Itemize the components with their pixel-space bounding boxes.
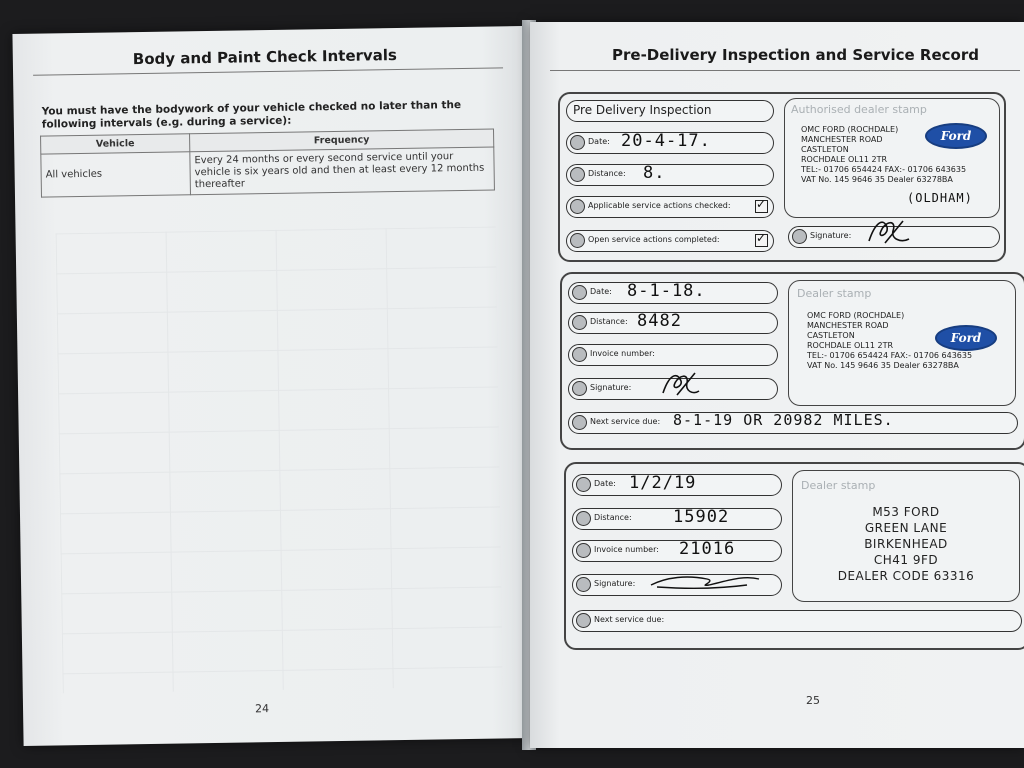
s1-stamp-line-5: TEL:- 01706 654424 FAX:- 01706 643635 (807, 351, 973, 360)
ford-logo: Ford (935, 325, 997, 351)
pdi-signature-field[interactable] (788, 226, 1000, 248)
right-page (530, 22, 1024, 748)
s2-distance-field[interactable] (572, 508, 782, 530)
s1-distance-value: 8482 (637, 311, 682, 331)
intervals-table (40, 128, 495, 197)
bullet-icon (570, 233, 585, 248)
s1-signature-field[interactable] (568, 378, 778, 400)
s1-stamp-area (788, 280, 1016, 406)
s1-invoice-label: Invoice number: (590, 349, 655, 358)
s1-next-value: 8-1-19 OR 20982 MILES. (673, 411, 894, 429)
pdi-stamp-label: Authorised dealer stamp (791, 103, 927, 116)
s2-signature-field[interactable] (572, 574, 782, 596)
pdi-open-field[interactable] (566, 230, 774, 252)
s1-stamp-line-1: OMC FORD (ROCHDALE) (807, 311, 905, 320)
pdi-distance-value: 8. (643, 163, 666, 183)
s1-stamp-line-6: VAT No. 145 9646 35 Dealer 63278BA (807, 361, 959, 370)
s2-date-label: Date: (594, 479, 616, 488)
bullet-icon (792, 229, 807, 244)
signature-icon (863, 213, 913, 247)
s2-distance-value: 15902 (673, 507, 730, 527)
ford-logo: Ford (925, 123, 987, 149)
cell-frequency: Every 24 months or every second service until your vehicle is six years old and then at least every 12 months thereafter (190, 147, 495, 195)
left-page-number: 24 (254, 702, 270, 716)
right-page-number: 25 (806, 694, 820, 707)
pdi-signature-label: Signature: (810, 231, 852, 240)
s2-date-value: 1/2/19 (629, 473, 697, 493)
s2-stamp-label: Dealer stamp (801, 479, 876, 492)
pdi-stamp-line-6: VAT No. 145 9646 35 Dealer 63278BA (801, 175, 953, 184)
bullet-icon (570, 199, 585, 214)
s1-distance-field[interactable] (568, 312, 778, 334)
signature-icon (647, 571, 763, 593)
s1-date-field[interactable] (568, 282, 778, 304)
bullet-icon (576, 543, 591, 558)
table-row (41, 147, 495, 197)
service-record-2 (564, 462, 1024, 650)
bleed-through-grid (56, 226, 503, 693)
bullet-icon (572, 285, 587, 300)
s2-stamp-line-3: BIRKENHEAD (864, 537, 948, 551)
pdi-heading: Pre Delivery Inspection (573, 103, 712, 117)
s2-invoice-field[interactable] (572, 540, 782, 562)
pdi-stamp-line-4: ROCHDALE OL11 2TR (801, 155, 888, 164)
s2-invoice-value: 21016 (679, 539, 736, 559)
s2-stamp-line-5: DEALER CODE 63316 (837, 569, 975, 583)
title-rule (550, 70, 1020, 71)
pdi-stamp-line-5: TEL:- 01706 654424 FAX:- 01706 643635 (801, 165, 967, 174)
s2-next-service-field[interactable] (572, 610, 1022, 632)
bullet-icon (572, 347, 587, 362)
s1-date-value: 8-1-18. (627, 281, 706, 301)
header-frequency: Frequency (190, 129, 494, 152)
s1-distance-label: Distance: (590, 317, 628, 326)
s1-invoice-field[interactable] (568, 344, 778, 366)
signature-icon (659, 367, 703, 399)
pdi-date-field[interactable] (566, 132, 774, 154)
s2-distance-label: Distance: (594, 513, 632, 522)
intro-text: You must have the bodywork of your vehicle checked no later than the following intervals (e.g. during a service): (41, 99, 462, 131)
pdi-handwritten-note: (OLDHAM) (907, 191, 973, 205)
s1-stamp-line-2: MANCHESTER ROAD (807, 321, 889, 330)
title-rule (33, 67, 503, 75)
s2-date-field[interactable] (572, 474, 782, 496)
s2-stamp-line-2: GREEN LANE (864, 521, 948, 535)
bullet-icon (576, 477, 591, 492)
pdi-applicable-field[interactable] (566, 196, 774, 218)
s2-stamp-line-1: M53 FORD (872, 505, 940, 519)
s2-signature-label: Signature: (594, 579, 636, 588)
open-checkbox[interactable] (755, 234, 768, 247)
bullet-icon (570, 135, 585, 150)
bullet-icon (572, 381, 587, 396)
s2-stamp-line-4: CH41 9FD (873, 553, 939, 567)
right-page-title: Pre-Delivery Inspection and Service Record (612, 46, 979, 64)
pdi-date-value: 20-4-17. (621, 131, 711, 151)
s1-stamp-label: Dealer stamp (797, 287, 872, 300)
s1-signature-label: Signature: (590, 383, 632, 392)
cell-vehicle: All vehicles (41, 152, 191, 197)
bullet-icon (572, 315, 587, 330)
pdi-heading-box (566, 100, 774, 122)
header-vehicle: Vehicle (41, 134, 190, 154)
bullet-icon (576, 511, 591, 526)
s2-invoice-label: Invoice number: (594, 545, 659, 554)
s1-stamp-line-3: CASTLETON (807, 331, 855, 340)
s1-date-label: Date: (590, 287, 612, 296)
pdi-distance-field[interactable] (566, 164, 774, 186)
pdi-stamp-line-1: OMC FORD (ROCHDALE) (801, 125, 899, 134)
service-record-1 (560, 272, 1024, 450)
applicable-checkbox[interactable] (755, 200, 768, 213)
pdi-stamp-line-3: CASTLETON (801, 145, 849, 154)
bullet-icon (570, 167, 585, 182)
s1-next-service-field[interactable] (568, 412, 1018, 434)
bullet-icon (576, 613, 591, 628)
pdi-open-label: Open service actions completed: (588, 235, 720, 244)
s2-stamp-area (792, 470, 1020, 602)
bullet-icon (576, 577, 591, 592)
left-page (12, 26, 533, 746)
left-page-title: Body and Paint Check Intervals (132, 46, 398, 69)
bullet-icon (572, 415, 587, 430)
pdi-date-label: Date: (588, 137, 610, 146)
pdi-block (558, 92, 1006, 262)
pdi-applicable-label: Applicable service actions checked: (588, 201, 731, 210)
pdi-distance-label: Distance: (588, 169, 626, 178)
pdi-stamp-area (784, 98, 1000, 218)
s1-next-label: Next service due: (590, 417, 661, 426)
s1-stamp-line-4: ROCHDALE OL11 2TR (807, 341, 894, 350)
s2-next-label: Next service due: (594, 615, 665, 624)
pdi-stamp-line-2: MANCHESTER ROAD (801, 135, 883, 144)
